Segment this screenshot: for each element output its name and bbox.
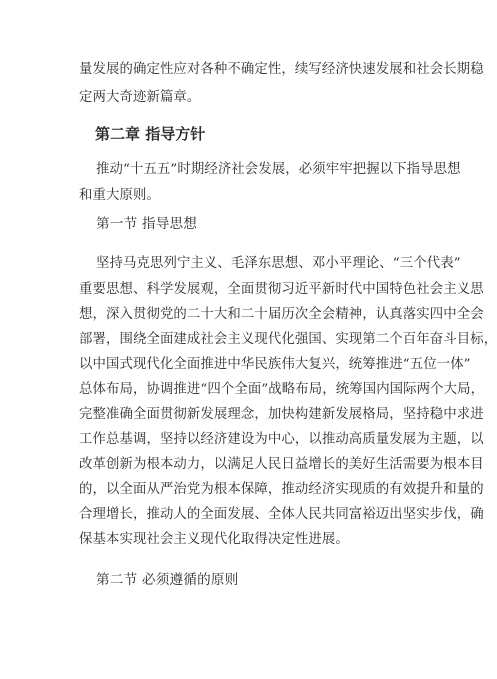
section1-line-11: 合理增长，推动人的全面发展、全体人民共同富裕迈出坚实步伐，确 [79,507,484,522]
chapter-intro-line-1: 推动“十五五”时期经济社会发展，必须牢牢把握以下指导思想 [96,162,461,177]
section1-line-3: 想，深入贯彻党的二十大和二十届历次全会精神，认真落实四中全会 [79,307,484,322]
section1-line-1: 坚持马克思列宁主义、毛泽东思想、邓小平理论、“三个代表” [96,256,461,271]
section1-line-9: 改革创新为根本动力，以满足人民日益增长的美好生活需要为根本目 [79,457,484,472]
section1-line-2: 重要思想、科学发展观，全面贯彻习近平新时代中国特色社会主义思 [79,282,484,297]
section1-line-8: 工作总基调，坚持以经济建设为中心，以推动高质量发展为主题，以 [79,432,484,447]
section1-line-12: 保基本实现社会主义现代化取得决定性进展。 [79,532,349,547]
section1-line-4: 部署，围绕全面建成社会主义现代化强国、实现第二个百年奋斗目标， [79,332,497,347]
section1-line-10: 的，以全面从严治党为根本保障，推动经济实现质的有效提升和量的 [79,482,484,497]
intro-line-1: 量发展的确定性应对各种不确定性，续写经济快速发展和社会长期稳 [79,62,484,77]
section2-heading: 第二节 必须遵循的原则 [96,572,239,588]
intro-line-2: 定两大奇迹新篇章。 [79,90,201,105]
chapter-heading: 第二章 指导方针 [95,125,206,143]
chapter-intro-line-2: 和重大原则。 [79,188,160,203]
section1-line-7: 完整准确全面贯彻新发展理念，加快构建新发展格局，坚持稳中求进 [79,407,484,422]
section1-heading: 第一节 指导思想 [96,216,198,232]
section1-line-5: 以中国式现代化全面推进中华民族伟大复兴，统筹推进“五位一体” [79,357,471,372]
section1-line-6: 总体布局，协调推进“四个全面”战略布局，统筹国内国际两个大局， [79,382,485,397]
